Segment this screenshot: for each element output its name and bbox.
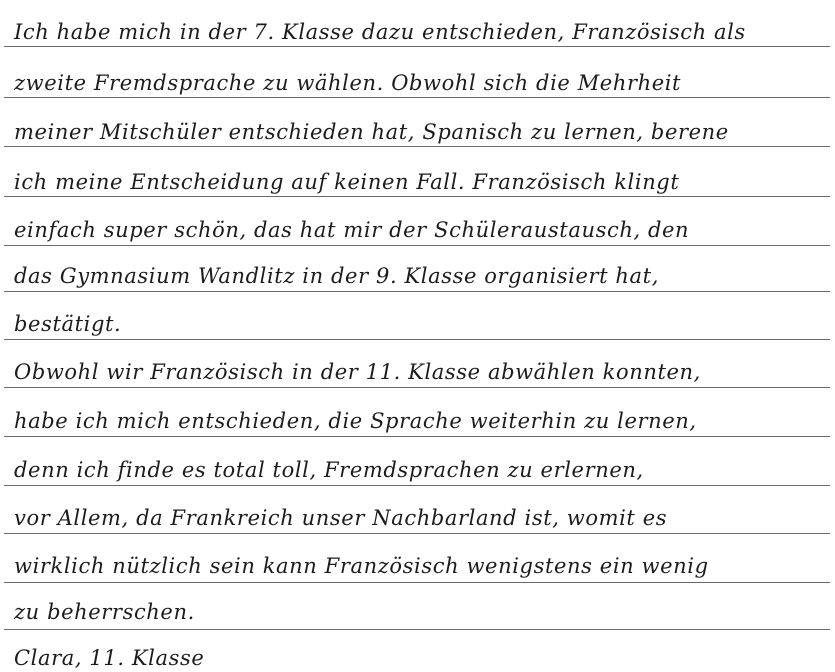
- text-line: denn ich finde es total toll, Fremdsprachen zu erlernen,: [14, 458, 644, 482]
- text-line: Ich habe mich in der 7. Klasse dazu entschieden, Französisch als: [14, 20, 746, 44]
- ruled-line: [4, 582, 830, 583]
- text-line: Obwohl wir Französisch in der 11. Klasse abwählen konnten,: [14, 360, 701, 384]
- text-line: das Gymnasium Wandlitz in der 9. Klasse organisiert hat,: [14, 264, 659, 288]
- text-line: vor Allem, da Frankreich unser Nachbarland ist, womit es: [14, 506, 668, 530]
- ruled-line: [4, 146, 830, 147]
- text-line: ich meine Entscheidung auf keinen Fall. Französisch klingt: [14, 170, 680, 194]
- text-line: habe ich mich entschieden, die Sprache weiterhin zu lernen,: [14, 409, 697, 433]
- ruled-line: [4, 533, 830, 534]
- ruled-line: [4, 629, 830, 630]
- ruled-line: [4, 339, 830, 340]
- ruled-line: [4, 387, 830, 388]
- text-line: zweite Fremdsprache zu wählen. Obwohl sich die Mehrheit: [14, 71, 682, 95]
- text-line: wirklich nützlich sein kann Französisch wenigstens ein wenig: [14, 554, 709, 578]
- text-line: bestätigt.: [14, 312, 122, 336]
- text-line: zu beherrschen.: [14, 600, 195, 624]
- ruled-line: [4, 245, 830, 246]
- ruled-line: [4, 196, 830, 197]
- text-line: meiner Mitschüler entschieden hat, Spanisch zu lernen, berene: [14, 120, 729, 144]
- ruled-line: [4, 46, 830, 47]
- ruled-line: [4, 97, 830, 98]
- signature-line: Clara, 11. Klasse: [14, 646, 205, 670]
- ruled-line: [4, 485, 830, 486]
- ruled-line: [4, 436, 830, 437]
- ruled-line: [4, 291, 830, 292]
- text-line: einfach super schön, das hat mir der Schüleraustausch, den: [14, 218, 690, 242]
